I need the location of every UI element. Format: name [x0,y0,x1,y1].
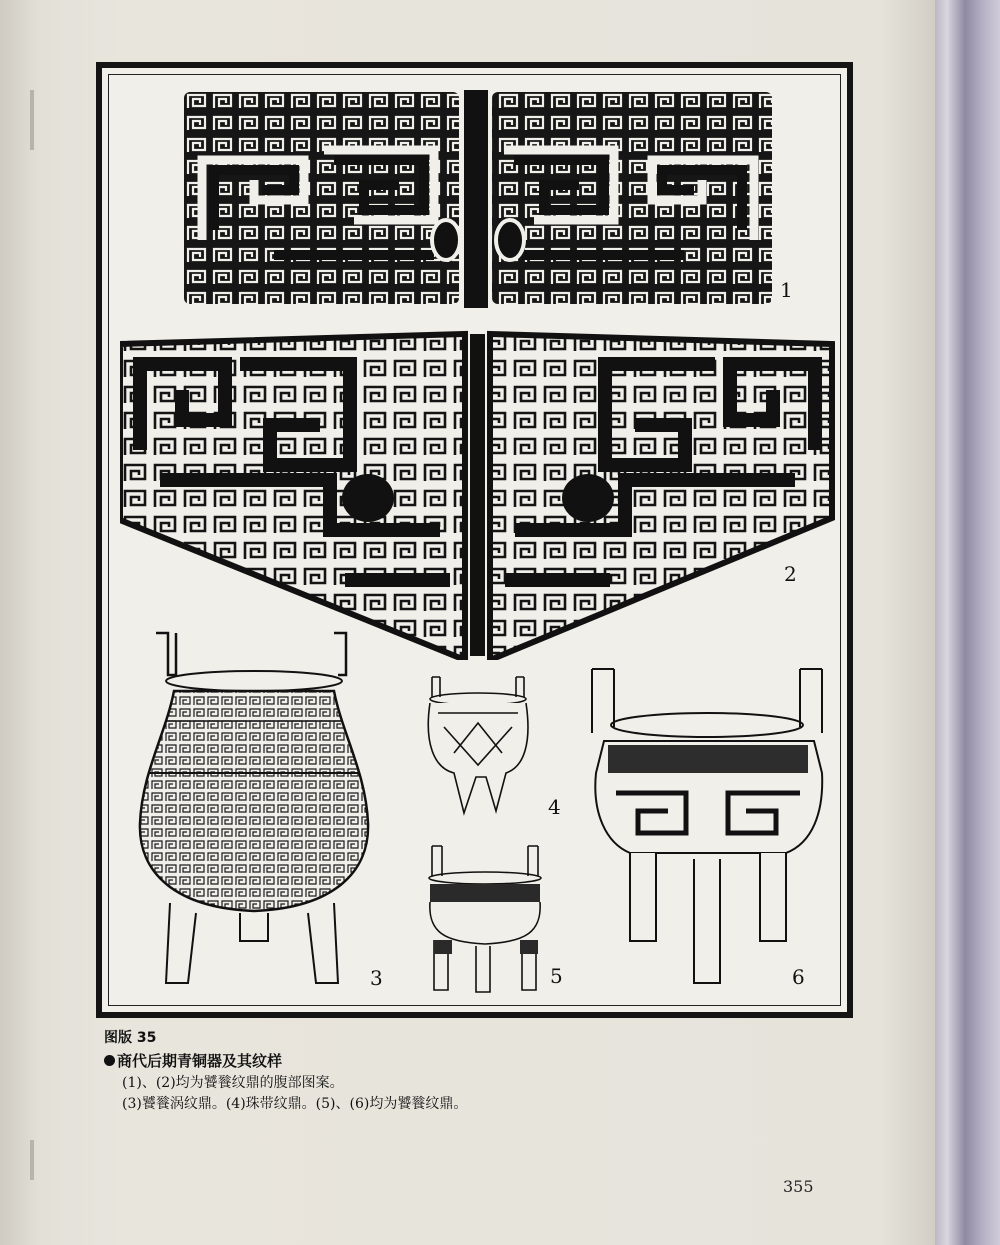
figure-1-number: 1 [780,278,793,302]
figure-6-number: 6 [792,965,805,989]
figure-2-number: 2 [784,562,797,586]
bullet-icon [104,1055,115,1066]
plate-frame [96,62,853,1018]
figure-3-vessel [136,623,376,1008]
figure-1-rubbing [184,90,784,310]
figure-5-number: 5 [550,964,563,988]
figure-4-vessel [424,673,534,823]
figure-5-vessel [424,842,549,997]
plate-title: 商代后期青铜器及其纹样 [117,1052,283,1070]
figure-3-number: 3 [370,966,383,990]
figure-4-number: 4 [548,795,561,819]
gutter-mark [30,1140,34,1180]
figure-6-vessel [586,663,836,998]
gutter-mark [30,90,34,150]
plate-description-2: (3)饕餮涡纹鼎。(4)珠带纹鼎。(5)、(6)均为饕餮纹鼎。 [122,1096,468,1112]
plate-description-1: (1)、(2)均为饕餮纹鼎的腹部图案。 [122,1075,344,1091]
plate-title-line [104,1050,804,1071]
figure-2-rubbing [120,330,835,660]
book-spine [935,0,1000,1245]
plate-caption [104,1027,804,1113]
page-number: 355 [783,1177,814,1196]
plate-label: 图版 35 [104,1030,157,1046]
